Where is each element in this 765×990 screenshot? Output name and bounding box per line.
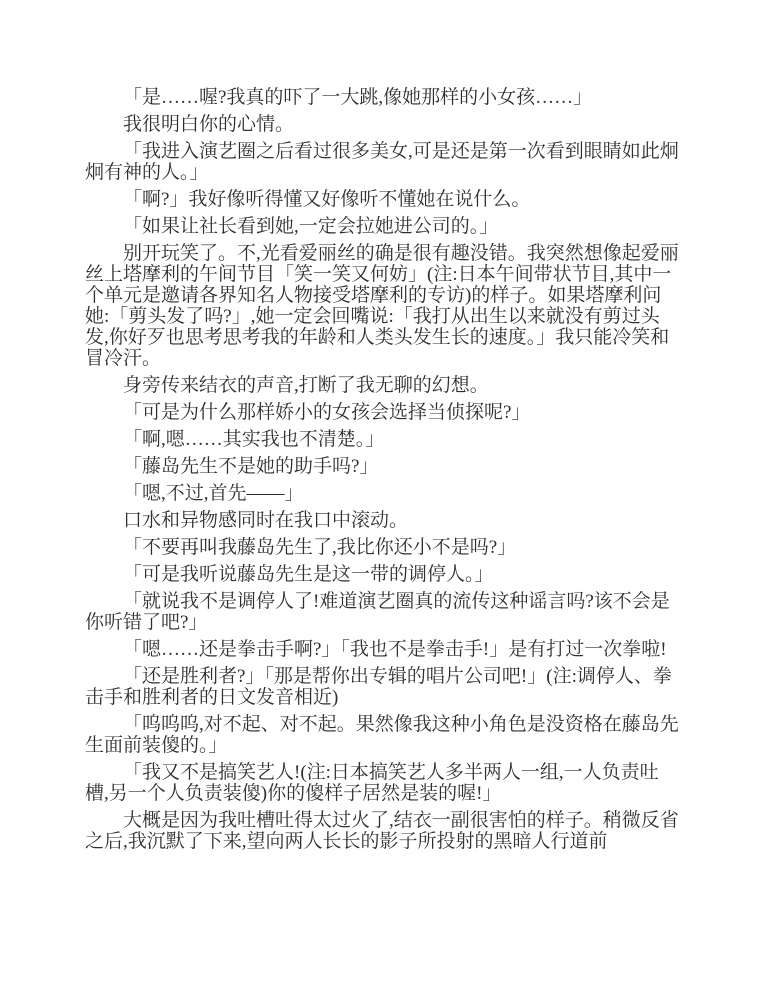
- paragraph: 身旁传来结衣的声音,打断了我无聊的幻想。: [123, 375, 489, 396]
- paragraph: 大概是因为我吐槽吐得太过火了,结衣一副很害怕的样子。稍微反省之后,我沉默了下来,望向两人长长的影子所投射的黑暗人行道前: [85, 810, 679, 852]
- paragraph: 「嗯……还是拳击手啊?」「我也不是拳击手!」是有打过一次拳啦!: [123, 639, 667, 660]
- paragraph: 「藤岛先生不是她的助手吗?」: [123, 456, 379, 477]
- paragraph: 「嗯,不过,首先――」: [123, 483, 304, 504]
- paragraph: 「啊?」我好像听得懂又好像听不懂她在说什么。: [123, 189, 531, 210]
- paragraph: 「我进入演艺圈之后看过很多美女,可是还是第一次看到眼睛如此炯炯有神的人。」: [85, 141, 679, 183]
- paragraph: 「呜呜呜,对不起、对不起。果然像我这种小角色是没资格在藤岛先生面前装傻的。」: [85, 714, 679, 756]
- paragraph: 口水和异物感同时在我口中滚动。: [123, 510, 409, 531]
- paragraph: 「啊,嗯……其实我也不清楚。」: [123, 429, 385, 450]
- paragraph: 「我又不是搞笑艺人!(注:日本搞笑艺人多半两人一组,一人负责吐槽,另一个人负责装傻)你的傻样子居然是装的喔!」: [85, 762, 659, 804]
- paragraph: 「是……喔?我真的吓了一大跳,像她那样的小女孩……」: [123, 87, 593, 108]
- page-text: [85, 87, 681, 858]
- paragraph: 「如果让社长看到她,一定会拉她进公司的。」: [123, 216, 499, 237]
- paragraph: 「还是胜利者?」「那是帮你出专辑的唱片公司吧!」(注:调停人、拳击手和胜利者的日文发音相近): [85, 666, 672, 708]
- paragraph: 「可是我听说藤岛先生是这一带的调停人。」: [123, 564, 494, 585]
- paragraph: 「可是为什么那样娇小的女孩会选择当侦探呢?」: [123, 402, 531, 423]
- paragraph: 我很明白你的心情。: [123, 114, 295, 135]
- paragraph: 别开玩笑了。不,光看爱丽丝的确是很有趣没错。我突然想像起爱丽丝上塔摩利的午间节目「笑一笑又何妨」(注:日本午间带状节目,其中一个单元是邀请各界知名人物接受塔摩利的专访)的样子。如果塔摩利问她:「剪头发了吗?」,她一定会回嘴说:「我打从出生以来就没有剪过头发,你好歹也思考思考我的年龄和人类头发生长的速度。」我只能冷笑和冒冷汗。: [85, 243, 679, 369]
- paragraph: 「不要再叫我藤岛先生了,我比你还小不是吗?」: [123, 537, 517, 558]
- paragraph: 「就说我不是调停人了!难道演艺圈真的流传这种谣言吗?该不会是你听错了吧?」: [85, 591, 670, 633]
